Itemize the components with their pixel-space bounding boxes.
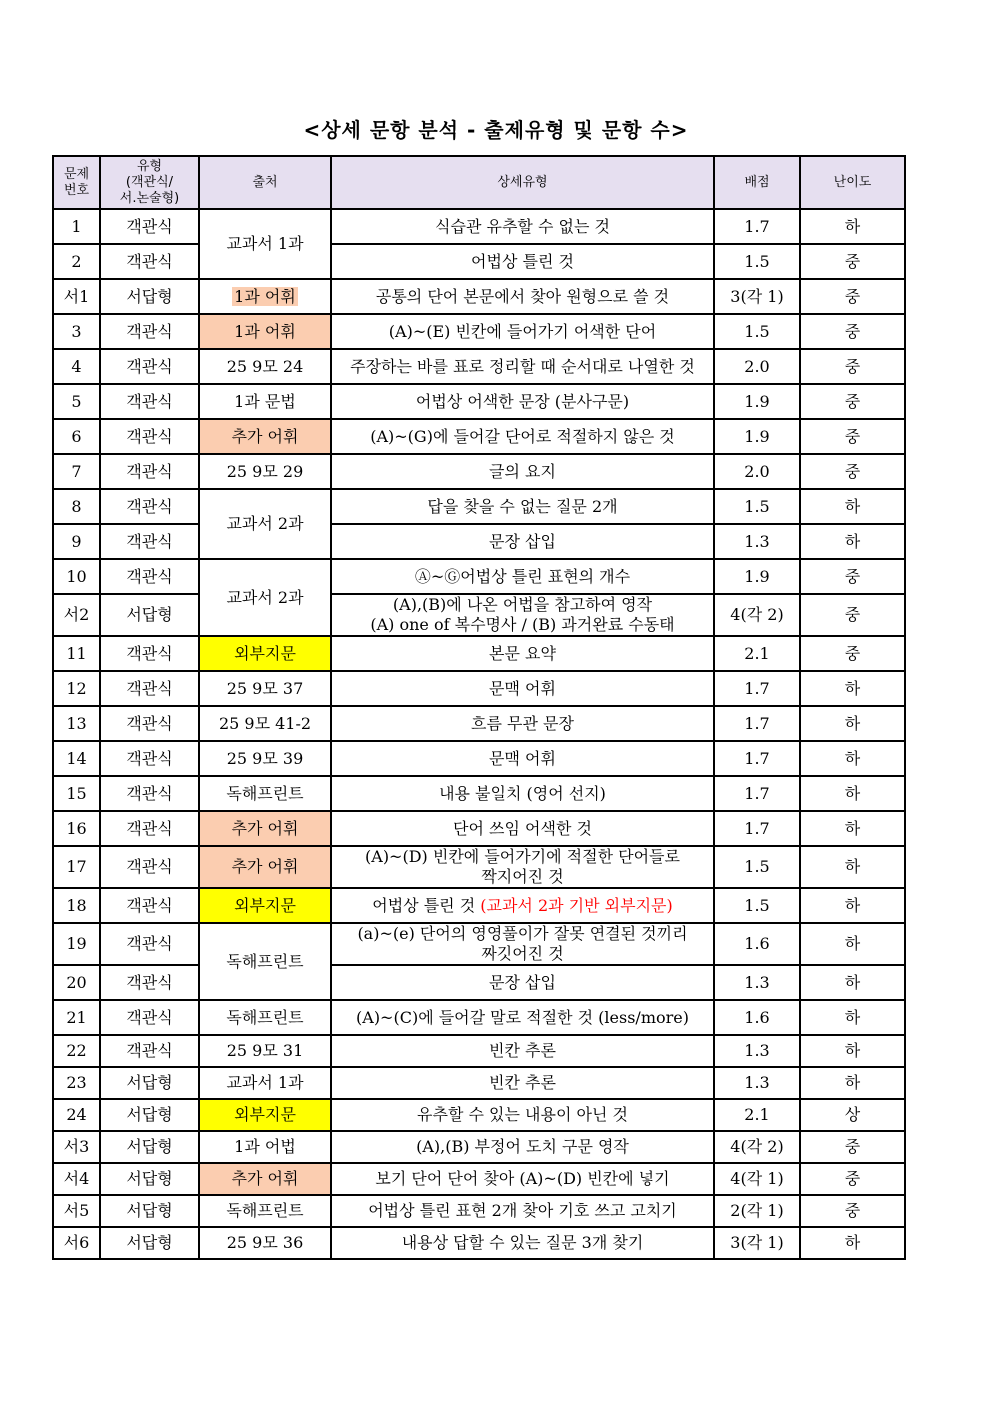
table-row: [53, 706, 905, 741]
cell-detail: 내용상 답할 수 있는 질문 3개 찾기: [331, 1227, 714, 1259]
table-row: [53, 923, 905, 965]
cell-points: 1.5: [714, 314, 800, 349]
cell-type: 서답형: [100, 1163, 199, 1195]
cell-type: 객관식: [100, 671, 199, 706]
cell-points: 1.5: [714, 846, 800, 888]
table-row: [53, 314, 905, 349]
cell-detail: 식습관 유추할 수 없는 것: [331, 209, 714, 244]
table-header-row: [53, 156, 905, 209]
cell-source: 외부지문: [199, 636, 331, 671]
cell-source: 교과서 2과: [199, 559, 331, 636]
table-row: [53, 1067, 905, 1099]
header-difficulty: 난이도: [800, 156, 905, 209]
cell-type: 객관식: [100, 244, 199, 279]
cell-number: 서4: [53, 1163, 100, 1195]
cell-difficulty: 하: [800, 776, 905, 811]
cell-type: 객관식: [100, 636, 199, 671]
cell-points: 1.7: [714, 706, 800, 741]
cell-source: 독해프린트: [199, 923, 331, 1000]
cell-number: 18: [53, 888, 100, 923]
cell-source: 교과서 1과: [199, 209, 331, 279]
cell-detail: (A),(B)에 나온 어법을 참고하여 영작 (A) one of 복수명사 / (B) 과거완료 수동태: [331, 594, 714, 636]
cell-number: 서5: [53, 1195, 100, 1227]
table-row: [53, 1227, 905, 1259]
cell-source: 교과서 1과: [199, 1067, 331, 1099]
cell-number: 3: [53, 314, 100, 349]
cell-detail: 주장하는 바를 표로 정리할 때 순서대로 나열한 것: [331, 349, 714, 384]
cell-type: 객관식: [100, 888, 199, 923]
highlight-note: (교과서 2과 기반 외부지문): [480, 895, 673, 915]
cell-type: 객관식: [100, 524, 199, 559]
cell-source: 외부지문: [199, 1099, 331, 1131]
table-row: [53, 636, 905, 671]
table-row: [53, 1035, 905, 1067]
table-row: [53, 419, 905, 454]
page-title: <상세 문항 분석 - 출제유형 및 문항 수>: [303, 118, 689, 142]
cell-number: 17: [53, 846, 100, 888]
cell-type: 서답형: [100, 594, 199, 636]
cell-detail: 문장 삽입: [331, 524, 714, 559]
table-row: [53, 209, 905, 244]
cell-difficulty: 중: [800, 559, 905, 594]
cell-type: 객관식: [100, 454, 199, 489]
table-row: [53, 1000, 905, 1035]
cell-number: 7: [53, 454, 100, 489]
cell-points: 1.3: [714, 1067, 800, 1099]
cell-number: 11: [53, 636, 100, 671]
cell-source: 독해프린트: [199, 1195, 331, 1227]
cell-type: 객관식: [100, 559, 199, 594]
cell-points: 4(각 2): [714, 594, 800, 636]
cell-source: 추가 어휘: [199, 1163, 331, 1195]
cell-difficulty: 하: [800, 846, 905, 888]
cell-source: 25 9모 37: [199, 671, 331, 706]
cell-points: 1.3: [714, 1035, 800, 1067]
cell-source: 독해프린트: [199, 776, 331, 811]
cell-detail: 흐름 무관 문장: [331, 706, 714, 741]
cell-difficulty: 하: [800, 741, 905, 776]
cell-points: 1.3: [714, 524, 800, 559]
cell-difficulty: 중: [800, 1195, 905, 1227]
cell-detail: (A)~(C)에 들어갈 말로 적절한 것 (less/more): [331, 1000, 714, 1035]
cell-points: 3(각 1): [714, 279, 800, 314]
cell-source: 교과서 2과: [199, 489, 331, 559]
cell-detail: 어법상 틀린 것: [331, 244, 714, 279]
cell-type: 객관식: [100, 384, 199, 419]
cell-type: 객관식: [100, 419, 199, 454]
cell-number: 16: [53, 811, 100, 846]
table-row: [53, 244, 905, 279]
cell-number: 13: [53, 706, 100, 741]
cell-type: 서답형: [100, 1195, 199, 1227]
cell-difficulty: 하: [800, 1035, 905, 1067]
cell-number: 22: [53, 1035, 100, 1067]
cell-difficulty: 하: [800, 965, 905, 1000]
cell-difficulty: 중: [800, 1163, 905, 1195]
cell-difficulty: 하: [800, 209, 905, 244]
cell-detail: 빈칸 추론: [331, 1035, 714, 1067]
cell-difficulty: 중: [800, 594, 905, 636]
table-row: [53, 454, 905, 489]
cell-number: 14: [53, 741, 100, 776]
cell-detail: 빈칸 추론: [331, 1067, 714, 1099]
cell-difficulty: 하: [800, 489, 905, 524]
cell-detail: Ⓐ~Ⓖ어법상 틀린 표현의 개수: [331, 559, 714, 594]
cell-difficulty: 중: [800, 1131, 905, 1163]
cell-difficulty: 하: [800, 888, 905, 923]
cell-source: 25 9모 31: [199, 1035, 331, 1067]
cell-number: 9: [53, 524, 100, 559]
cell-points: 1.6: [714, 1000, 800, 1035]
table-row: [53, 965, 905, 1000]
cell-detail: 유추할 수 있는 내용이 아닌 것: [331, 1099, 714, 1131]
cell-points: 1.9: [714, 384, 800, 419]
cell-source: 추가 어휘: [199, 419, 331, 454]
cell-type: 객관식: [100, 811, 199, 846]
analysis-table: [52, 155, 906, 1260]
cell-difficulty: 하: [800, 1000, 905, 1035]
cell-source: 추가 어휘: [199, 846, 331, 888]
table-row: [53, 489, 905, 524]
cell-difficulty: 중: [800, 419, 905, 454]
cell-source: 25 9모 36: [199, 1227, 331, 1259]
cell-type: 서답형: [100, 1099, 199, 1131]
cell-difficulty: 중: [800, 349, 905, 384]
header-detail: 상세유형: [331, 156, 714, 209]
header-points: 배점: [714, 156, 800, 209]
table-row: [53, 1163, 905, 1195]
cell-detail: 내용 불일치 (영어 선지): [331, 776, 714, 811]
cell-type: 객관식: [100, 349, 199, 384]
cell-difficulty: 하: [800, 1067, 905, 1099]
table-row: [53, 559, 905, 594]
cell-difficulty: 하: [800, 706, 905, 741]
cell-number: 1: [53, 209, 100, 244]
cell-difficulty: 하: [800, 923, 905, 965]
cell-points: 1.6: [714, 923, 800, 965]
cell-source: 1과 어휘: [199, 314, 331, 349]
cell-detail: 공통의 단어 본문에서 찾아 원형으로 쓸 것: [331, 279, 714, 314]
cell-difficulty: 중: [800, 454, 905, 489]
cell-type: 서답형: [100, 279, 199, 314]
cell-source: 1과 어법: [199, 1131, 331, 1163]
cell-detail: 문맥 어휘: [331, 741, 714, 776]
cell-type: 서답형: [100, 1067, 199, 1099]
cell-number: 서1: [53, 279, 100, 314]
table-row: [53, 349, 905, 384]
cell-source: 외부지문: [199, 888, 331, 923]
cell-points: 1.9: [714, 559, 800, 594]
cell-number: 2: [53, 244, 100, 279]
cell-points: 1.5: [714, 888, 800, 923]
table-row: [53, 1099, 905, 1131]
cell-detail: 단어 쓰임 어색한 것: [331, 811, 714, 846]
cell-source: 25 9모 39: [199, 741, 331, 776]
cell-points: 2.1: [714, 636, 800, 671]
cell-source: 25 9모 29: [199, 454, 331, 489]
cell-difficulty: 하: [800, 811, 905, 846]
cell-type: 객관식: [100, 846, 199, 888]
cell-points: 4(각 2): [714, 1131, 800, 1163]
table-row: [53, 888, 905, 923]
cell-number: 6: [53, 419, 100, 454]
cell-detail: 어법상 틀린 표현 2개 찾아 기호 쓰고 고치기: [331, 1195, 714, 1227]
cell-number: 12: [53, 671, 100, 706]
cell-number: 서2: [53, 594, 100, 636]
cell-number: 15: [53, 776, 100, 811]
header-type: 유형 (객관식/ 서.논술형): [100, 156, 199, 209]
cell-points: 2(각 1): [714, 1195, 800, 1227]
cell-points: 1.7: [714, 741, 800, 776]
table-row: [53, 776, 905, 811]
cell-type: 객관식: [100, 1000, 199, 1035]
table-row: [53, 1131, 905, 1163]
cell-detail: 문맥 어휘: [331, 671, 714, 706]
table-row: [53, 384, 905, 419]
cell-detail: (A)~(E) 빈칸에 들어가기 어색한 단어: [331, 314, 714, 349]
cell-points: 2.1: [714, 1099, 800, 1131]
cell-difficulty: 중: [800, 279, 905, 314]
cell-detail: 어법상 어색한 문장 (분사구문): [331, 384, 714, 419]
cell-source: 1과 어휘: [199, 279, 331, 314]
cell-detail: 본문 요약: [331, 636, 714, 671]
cell-points: 3(각 1): [714, 1227, 800, 1259]
cell-number: 21: [53, 1000, 100, 1035]
cell-difficulty: 중: [800, 636, 905, 671]
cell-number: 19: [53, 923, 100, 965]
table-row: [53, 1195, 905, 1227]
cell-points: 1.7: [714, 776, 800, 811]
cell-difficulty: 하: [800, 671, 905, 706]
cell-detail: 보기 단어 단어 찾아 (A)~(D) 빈칸에 넣기: [331, 1163, 714, 1195]
cell-detail: (A),(B) 부정어 도치 구문 영작: [331, 1131, 714, 1163]
cell-number: 24: [53, 1099, 100, 1131]
cell-type: 서답형: [100, 1227, 199, 1259]
cell-detail: (a)~(e) 단어의 영영풀이가 잘못 연결된 것끼리 짜깃어진 것: [331, 923, 714, 965]
cell-points: 1.7: [714, 671, 800, 706]
table-row: [53, 741, 905, 776]
cell-difficulty: 상: [800, 1099, 905, 1131]
cell-points: 2.0: [714, 454, 800, 489]
cell-points: 1.3: [714, 965, 800, 1000]
cell-difficulty: 중: [800, 244, 905, 279]
cell-type: 객관식: [100, 776, 199, 811]
cell-number: 서3: [53, 1131, 100, 1163]
cell-detail: (A)~(D) 빈칸에 들어가기에 적절한 단어들로 짝지어진 것: [331, 846, 714, 888]
cell-detail: 문장 삽입: [331, 965, 714, 1000]
cell-points: 4(각 1): [714, 1163, 800, 1195]
cell-type: 객관식: [100, 489, 199, 524]
cell-difficulty: 중: [800, 384, 905, 419]
cell-points: 2.0: [714, 349, 800, 384]
cell-number: 20: [53, 965, 100, 1000]
cell-source: 25 9모 24: [199, 349, 331, 384]
cell-difficulty: 하: [800, 524, 905, 559]
table-row: [53, 671, 905, 706]
cell-type: 서답형: [100, 1131, 199, 1163]
cell-difficulty: 하: [800, 1227, 905, 1259]
cell-source: 1과 문법: [199, 384, 331, 419]
cell-type: 객관식: [100, 965, 199, 1000]
table-row: [53, 279, 905, 314]
cell-number: 23: [53, 1067, 100, 1099]
header-number: 문제 번호: [53, 156, 100, 209]
cell-points: 1.5: [714, 244, 800, 279]
cell-points: 1.7: [714, 209, 800, 244]
cell-number: 4: [53, 349, 100, 384]
table-row: [53, 594, 905, 636]
header-source: 출처: [199, 156, 331, 209]
cell-detail: 답을 찾을 수 없는 질문 2개: [331, 489, 714, 524]
cell-number: 10: [53, 559, 100, 594]
cell-type: 객관식: [100, 314, 199, 349]
table-row: [53, 846, 905, 888]
cell-difficulty: 중: [800, 314, 905, 349]
table-row: [53, 524, 905, 559]
cell-type: 객관식: [100, 923, 199, 965]
cell-type: 객관식: [100, 741, 199, 776]
cell-points: 1.7: [714, 811, 800, 846]
cell-number: 5: [53, 384, 100, 419]
cell-type: 객관식: [100, 1035, 199, 1067]
cell-number: 서6: [53, 1227, 100, 1259]
cell-detail: 어법상 틀린 것 (교과서 2과 기반 외부지문): [331, 888, 714, 923]
cell-points: 1.5: [714, 489, 800, 524]
cell-source: 독해프린트: [199, 1000, 331, 1035]
cell-source: 추가 어휘: [199, 811, 331, 846]
table-row: [53, 811, 905, 846]
cell-detail: 글의 요지: [331, 454, 714, 489]
cell-source: 25 9모 41-2: [199, 706, 331, 741]
cell-detail: (A)~(G)에 들어갈 단어로 적절하지 않은 것: [331, 419, 714, 454]
cell-type: 객관식: [100, 209, 199, 244]
cell-number: 8: [53, 489, 100, 524]
cell-type: 객관식: [100, 706, 199, 741]
cell-points: 1.9: [714, 419, 800, 454]
